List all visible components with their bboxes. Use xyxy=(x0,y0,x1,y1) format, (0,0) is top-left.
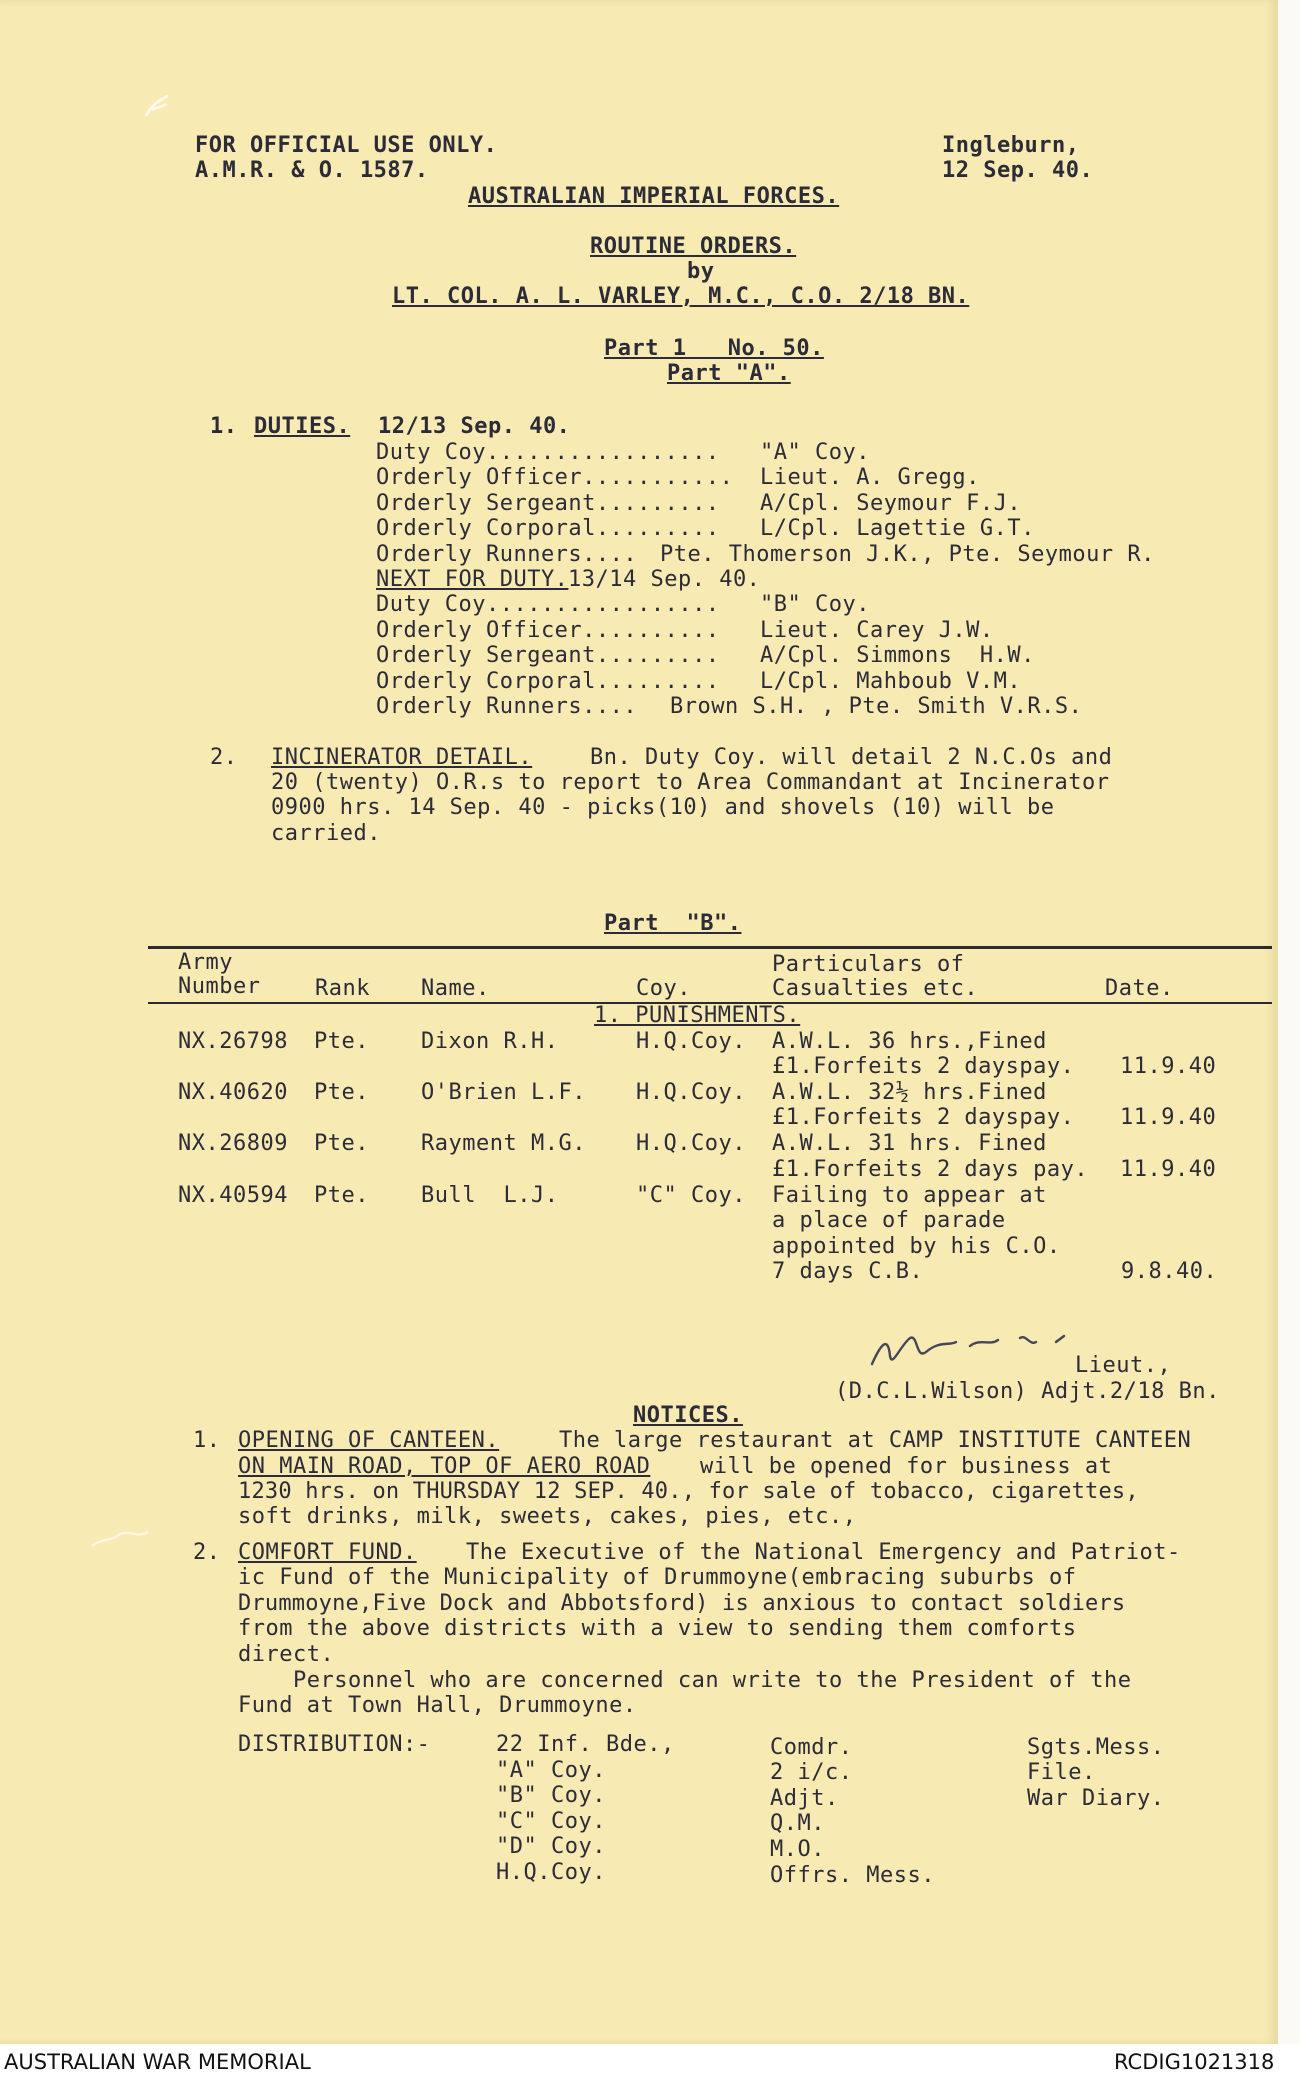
next-duty-assignee: L/Cpl. Mahboub V.M. xyxy=(760,669,1022,694)
col-header-coy: Coy. xyxy=(636,976,691,1001)
row-date: 11.9.40 xyxy=(1120,1105,1217,1130)
next-duty-assignee: Brown S.H. , Pte. Smith V.R.S. xyxy=(670,694,1083,719)
force-title: AUSTRALIAN IMPERIAL FORCES. xyxy=(468,184,840,209)
notices-heading: NOTICES. xyxy=(633,1403,743,1428)
row-name: O'Brien L.F. xyxy=(421,1080,586,1105)
next-duty-role: Duty Coy................. xyxy=(376,592,720,617)
footer-archive-name: AUSTRALIAN WAR MEMORIAL xyxy=(4,2050,311,2074)
row-particulars: £1.Forfeits 2 days pay. xyxy=(772,1157,1089,1182)
row-rank: Pte. xyxy=(314,1080,369,1105)
incinerator-line: carried. xyxy=(271,821,381,846)
distribution-entry: Adjt. xyxy=(770,1786,839,1811)
incinerator-number: 2. xyxy=(210,745,238,770)
distribution-entry: War Diary. xyxy=(1027,1786,1165,1811)
row-particulars: A.W.L. 32½ hrs.Fined xyxy=(772,1080,1047,1105)
next-duty-assignee: "B" Coy. xyxy=(760,592,870,617)
notice-text: Drummoyne,Five Dock and Abbotsford) is anxious to contact soldiers xyxy=(238,1591,1126,1616)
distribution-entry: H.Q.Coy. xyxy=(496,1860,606,1885)
duty-assignee: A/Cpl. Seymour F.J. xyxy=(760,491,1022,516)
distribution-entry: Sgts.Mess. xyxy=(1027,1735,1165,1760)
paper-blemish-icon xyxy=(86,1524,156,1554)
incinerator-line: 0900 hrs. 14 Sep. 40 - picks(10) and shovels (10) will be xyxy=(271,795,1055,820)
notice-text: ON MAIN ROAD, TOP OF AERO ROAD xyxy=(238,1454,651,1479)
distribution-entry: File. xyxy=(1027,1760,1096,1785)
row-particulars: Failing to appear at xyxy=(772,1183,1047,1208)
row-name: Dixon R.H. xyxy=(421,1029,559,1054)
duty-role: Orderly Officer........... xyxy=(376,465,734,490)
col-header-casualties: Casualties etc. xyxy=(772,976,979,1001)
distribution-label: DISTRIBUTION:- xyxy=(238,1732,431,1757)
commander: LT. COL. A. L. VARLEY, M.C., C.O. 2/18 BN. xyxy=(392,284,970,309)
signature-name: (D.C.L.Wilson) Adjt.2/18 Bn. xyxy=(835,1379,1220,1404)
duty-role: Orderly Corporal......... xyxy=(376,516,720,541)
next-duty-assignee: Lieut. Carey J.W. xyxy=(760,618,994,643)
row-rank: Pte. xyxy=(314,1131,369,1156)
distribution-entry: "A" Coy. xyxy=(496,1758,606,1783)
orders-by: by xyxy=(687,259,715,284)
paper-blemish-icon xyxy=(138,86,178,126)
row-date: 9.8.40. xyxy=(1121,1259,1218,1284)
classification: FOR OFFICIAL USE ONLY. xyxy=(195,133,498,158)
col-header-date: Date. xyxy=(1105,976,1174,1001)
notice-heading: COMFORT FUND. xyxy=(238,1540,417,1565)
duty-role: Orderly Sergeant......... xyxy=(376,491,720,516)
next-duty-heading: NEXT FOR DUTY. xyxy=(376,567,569,592)
table-top-rule xyxy=(148,946,1272,949)
orders-title: ROUTINE ORDERS. xyxy=(590,234,797,259)
duty-assignee: "A" Coy. xyxy=(760,440,870,465)
notice-text: ic Fund of the Municipality of Drummoyne(embracing suburbs of xyxy=(238,1565,1077,1590)
duties-heading: DUTIES. xyxy=(254,414,351,439)
incinerator-heading: INCINERATOR DETAIL. xyxy=(271,745,533,770)
distribution-entry: Comdr. xyxy=(770,1735,853,1760)
row-army-number: NX.26798 xyxy=(178,1029,288,1054)
next-duty-assignee: A/Cpl. Simmons H.W. xyxy=(760,643,1035,668)
duty-assignee: Lieut. A. Gregg. xyxy=(760,465,980,490)
notice-text: The Executive of the National Emergency and Patriot- xyxy=(466,1540,1181,1565)
punishments-heading: 1. PUNISHMENTS. xyxy=(594,1003,801,1028)
row-army-number: NX.40594 xyxy=(178,1183,288,1208)
part-a-title: Part "A". xyxy=(667,361,791,386)
notice-text: will be opened for business at xyxy=(700,1454,1113,1479)
notice-heading: OPENING OF CANTEEN. xyxy=(238,1428,500,1453)
distribution-entry: "B" Coy. xyxy=(496,1783,606,1808)
col-header-name: Name. xyxy=(421,976,490,1001)
order-date: 12 Sep. 40. xyxy=(942,158,1094,183)
row-name: Rayment M.G. xyxy=(421,1131,586,1156)
duty-assignee: Pte. Thomerson J.K., Pte. Seymour R. xyxy=(660,542,1155,567)
notice-text: Personnel who are concerned can write to the President of the xyxy=(238,1668,1132,1693)
row-army-number: NX.40620 xyxy=(178,1080,288,1105)
distribution-entry: "D" Coy. xyxy=(496,1834,606,1859)
distribution-entry: M.O. xyxy=(770,1837,825,1862)
row-date: 11.9.40 xyxy=(1120,1054,1217,1079)
notice-text: Fund at Town Hall, Drummoyne. xyxy=(238,1693,637,1718)
notice-number: 1. xyxy=(193,1428,221,1453)
next-duty-role: Orderly Corporal......... xyxy=(376,669,720,694)
footer-item-id: RCDIG1021318 xyxy=(1114,2050,1275,2074)
row-name: Bull L.J. xyxy=(421,1183,559,1208)
next-duty-role: Orderly Sergeant......... xyxy=(376,643,720,668)
row-particulars: £1.Forfeits 2 dayspay. xyxy=(772,1054,1075,1079)
row-coy: H.Q.Coy. xyxy=(636,1131,746,1156)
notice-text: The large restaurant at CAMP INSTITUTE CANTEEN xyxy=(559,1428,1192,1453)
duties-dates: 12/13 Sep. 40. xyxy=(378,414,571,439)
col-header-army-number: Number xyxy=(178,974,261,999)
notice-text: 1230 hrs. on THURSDAY 12 SEP. 40., for sale of tobacco, cigarettes, xyxy=(238,1479,1139,1504)
next-duty-role: Orderly Runners.... xyxy=(376,694,638,719)
row-particulars: A.W.L. 36 hrs.,Fined xyxy=(772,1029,1047,1054)
notice-number: 2. xyxy=(193,1540,221,1565)
distribution-entry: Offrs. Mess. xyxy=(770,1863,935,1888)
row-coy: H.Q.Coy. xyxy=(636,1080,746,1105)
col-header-rank: Rank xyxy=(315,976,370,1001)
part-b-title: Part "B". xyxy=(604,911,742,936)
duty-role: Duty Coy................. xyxy=(376,440,720,465)
duty-role: Orderly Runners.... xyxy=(376,542,638,567)
row-particulars: appointed by his C.O. xyxy=(772,1234,1061,1259)
row-army-number: NX.26809 xyxy=(178,1131,288,1156)
row-particulars: a place of parade xyxy=(772,1208,1006,1233)
distribution-entry: 2 i/c. xyxy=(770,1760,853,1785)
next-duty-role: Orderly Officer.......... xyxy=(376,618,720,643)
row-rank: Pte. xyxy=(314,1029,369,1054)
duties-number: 1. xyxy=(210,414,238,439)
incinerator-line: 20 (twenty) O.R.s to report to Area Commandant at Incinerator xyxy=(271,770,1110,795)
row-rank: Pte. xyxy=(314,1183,369,1208)
distribution-entry: Q.M. xyxy=(770,1811,825,1836)
row-particulars: A.W.L. 31 hrs. Fined xyxy=(772,1131,1047,1156)
duty-assignee: L/Cpl. Lagettie G.T. xyxy=(760,516,1035,541)
row-particulars: £1.Forfeits 2 dayspay. xyxy=(772,1105,1075,1130)
notice-text: from the above districts with a view to sending them comforts xyxy=(238,1616,1077,1641)
row-date: 11.9.40 xyxy=(1120,1157,1217,1182)
row-coy: "C" Coy. xyxy=(636,1183,746,1208)
incinerator-line: Bn. Duty Coy. will detail 2 N.C.Os and xyxy=(590,745,1113,770)
row-particulars: 7 days C.B. xyxy=(772,1259,924,1284)
notice-text: direct. xyxy=(238,1642,335,1667)
distribution-entry: "C" Coy. xyxy=(496,1809,606,1834)
part-number: Part 1 No. 50. xyxy=(604,336,824,361)
signature-rank: Lieut., xyxy=(1075,1353,1172,1378)
col-header-particulars: Particulars of xyxy=(772,952,965,977)
place: Ingleburn, xyxy=(942,133,1080,158)
distribution-entry: 22 Inf. Bde., xyxy=(496,1732,675,1757)
row-coy: H.Q.Coy. xyxy=(636,1029,746,1054)
page-margin xyxy=(1278,0,1300,2044)
next-duty-dates: 13/14 Sep. 40. xyxy=(568,567,761,592)
col-header-army: Army xyxy=(178,950,233,975)
reference: A.M.R. & O. 1587. xyxy=(195,158,429,183)
notice-text: soft drinks, milk, sweets, cakes, pies, etc., xyxy=(238,1504,857,1529)
